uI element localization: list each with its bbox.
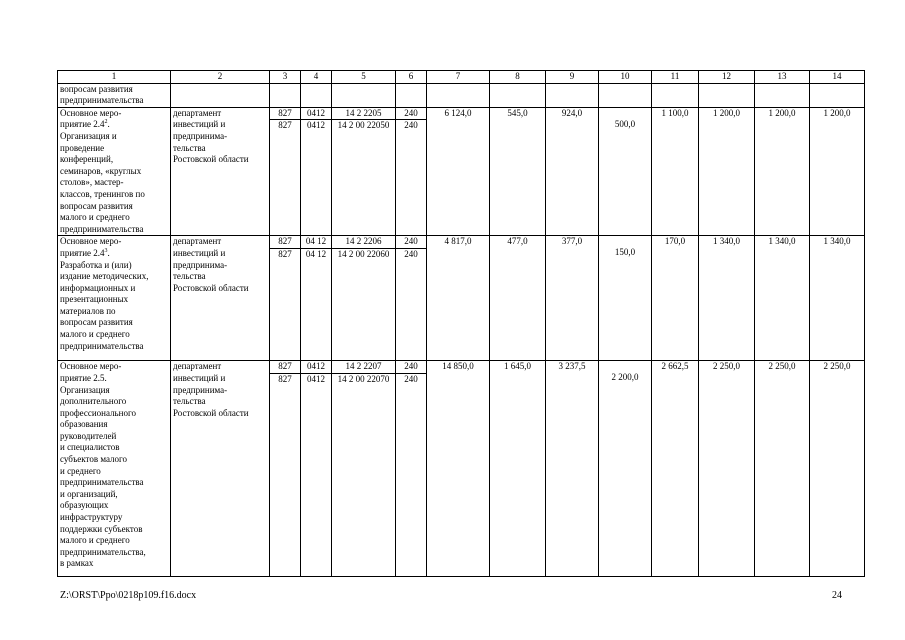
column-number: 9: [546, 71, 599, 84]
csr-code: 14 2 2206: [332, 236, 395, 249]
measure-description: . Разработка и (или) издание методических, информационных и презентационных материалов по вопросам развития малого и среднего предпринимательства: [60, 247, 149, 351]
csr-cell: [332, 107, 396, 236]
year-amount: 500,0: [599, 107, 652, 236]
vr-code: 240: [404, 120, 418, 131]
csr-code: 14 2 00 22070: [337, 373, 390, 384]
year-amount: 924,0: [546, 107, 599, 236]
grbs-code: 827: [278, 248, 292, 259]
year-amount: 2 250,0: [810, 361, 865, 577]
table-row: [58, 361, 865, 577]
measure-title: Основное меро- приятие 2.4: [60, 236, 122, 258]
grbs-cell: [270, 236, 301, 361]
column-number: 12: [699, 71, 755, 84]
column-number: 2: [171, 71, 270, 84]
year-amount: 545,0: [490, 107, 546, 236]
measure-name-cell: [58, 236, 171, 361]
column-number: 7: [427, 71, 490, 84]
vr-code: 240: [404, 248, 418, 259]
csr-code: 14 2 2205: [332, 108, 395, 121]
column-number: 13: [755, 71, 810, 84]
footnote-mark: 2: [104, 119, 108, 126]
column-number: 14: [810, 71, 865, 84]
year-amount: 1 645,0: [490, 361, 546, 577]
executor-cell: департамент инвестиций и предпринима- тельства Ростовской области: [171, 107, 270, 236]
column-number: 10: [599, 71, 652, 84]
year-amount: 477,0: [490, 236, 546, 361]
year-amount: 1 200,0: [699, 107, 755, 236]
year-amount: 2 250,0: [755, 361, 810, 577]
column-number: 8: [490, 71, 546, 84]
vr-cell: [396, 107, 427, 236]
vr-code: 240: [396, 236, 426, 249]
column-number: 11: [652, 71, 699, 84]
continuation-cell: вопросам развития предпринимательства: [58, 83, 171, 107]
executor-cell: департамент инвестиций и предпринима- тельства Ростовской области: [171, 361, 270, 577]
document-file-path: Z:\ORST\Ppo\0218p109.f16.docx: [60, 590, 197, 601]
year-amount: 2 662,5: [652, 361, 699, 577]
year-amount: 170,0: [652, 236, 699, 361]
measure-title: Основное меро- приятие 2.5.: [60, 361, 122, 383]
year-amount: 1 340,0: [810, 236, 865, 361]
year-amount: 150,0: [599, 236, 652, 361]
year-amount: 3 237,5: [546, 361, 599, 577]
measure-name-cell: [58, 107, 171, 236]
year-amount: 377,0: [546, 236, 599, 361]
vr-code: 240: [396, 108, 426, 121]
year-amount: 2 250,0: [699, 361, 755, 577]
column-number: 1: [58, 71, 171, 84]
footnote-mark: 3: [104, 247, 108, 254]
measure-name-cell: [58, 361, 171, 577]
grbs-code: 827: [278, 373, 292, 384]
table-row: [58, 236, 865, 361]
column-number: 4: [301, 71, 332, 84]
year-amount: 2 200,0: [599, 361, 652, 577]
rzpr-code: 04 12: [305, 248, 327, 259]
year-amount: 1 340,0: [699, 236, 755, 361]
page-number: 24: [832, 590, 842, 601]
rzpr-cell: [301, 361, 332, 577]
rzpr-code: 04 12: [301, 236, 331, 249]
measure-title: Основное меро- приятие 2.4: [60, 107, 122, 130]
measure-description: . Организация и проведение конференций, семинаров, «круглых столов», мастер- классов, тренингов по вопросам развития малого и среднего предпринимательства: [60, 119, 145, 234]
year-amount: 1 340,0: [755, 236, 810, 361]
grbs-code: 827: [270, 108, 300, 121]
executor-cell: департамент инвестиций и предпринима- тельства Ростовской области: [171, 236, 270, 361]
grbs-code: 827: [270, 236, 300, 249]
csr-code: 14 2 00 22060: [337, 248, 390, 259]
rzpr-code: 0412: [307, 120, 325, 131]
csr-code: 14 2 00 22050: [337, 120, 390, 131]
continuation-row: [58, 83, 865, 107]
vr-cell: [396, 361, 427, 577]
grbs-cell: [270, 361, 301, 577]
column-number: 3: [270, 71, 301, 84]
rzpr-code: 0412: [301, 361, 331, 374]
total-amount: 14 850,0: [427, 361, 490, 577]
csr-code: 14 2 2207: [332, 361, 395, 374]
column-number: 5: [332, 71, 396, 84]
vr-cell: [396, 236, 427, 361]
rzpr-code: 0412: [307, 373, 325, 384]
total-amount: 4 817,0: [427, 236, 490, 361]
vr-code: 240: [396, 361, 426, 374]
measure-description: Организация дополнительного профессионального образования руководителей и специалистов субъектов малого и среднего предпринимательства и организаций, образующих инфраструктуру поддержки субъектов малого и среднего предпринимательства, в рамках: [60, 384, 146, 569]
grbs-code: 827: [278, 120, 292, 131]
grbs-cell: [270, 107, 301, 236]
year-amount: 1 100,0: [652, 107, 699, 236]
column-number: 6: [396, 71, 427, 84]
rzpr-cell: [301, 236, 332, 361]
rzpr-code: 0412: [301, 108, 331, 121]
csr-cell: [332, 361, 396, 577]
table-row: [58, 107, 865, 236]
vr-code: 240: [404, 373, 418, 384]
total-amount: 6 124,0: [427, 107, 490, 236]
rzpr-cell: [301, 107, 332, 236]
program-table: [57, 70, 865, 577]
grbs-code: 827: [270, 361, 300, 374]
year-amount: 1 200,0: [755, 107, 810, 236]
csr-cell: [332, 236, 396, 361]
column-number-row: [58, 71, 865, 84]
year-amount: 1 200,0: [810, 107, 865, 236]
